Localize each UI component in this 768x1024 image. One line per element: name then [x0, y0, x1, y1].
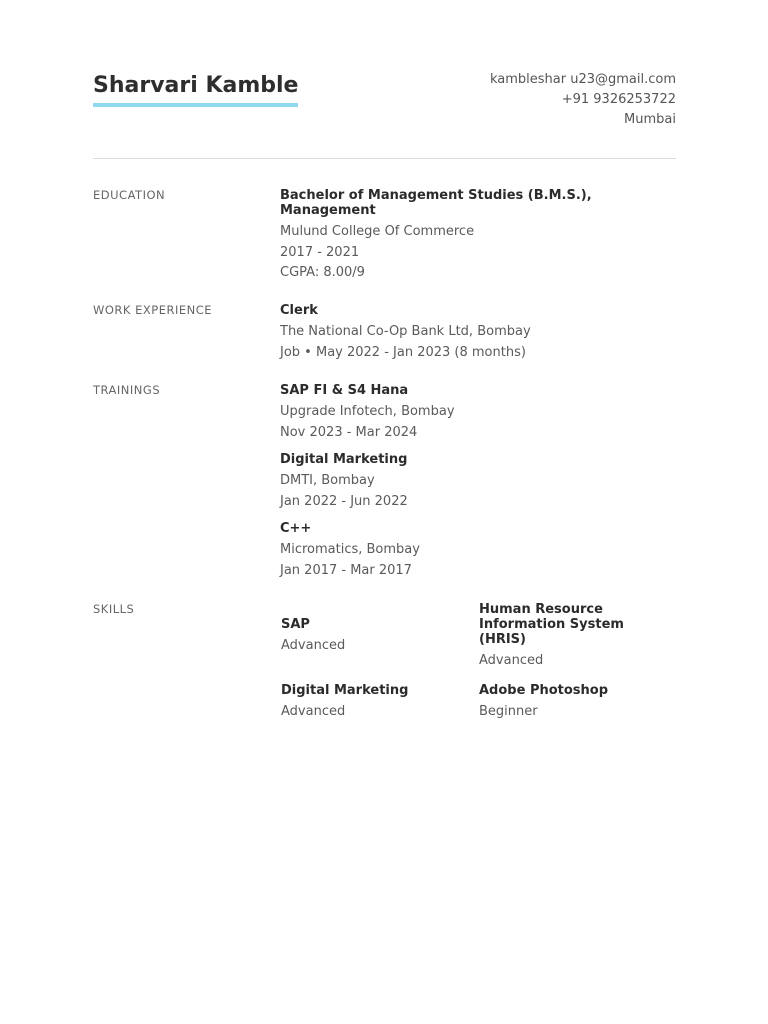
job-title: Clerk	[280, 303, 318, 318]
skill-name: Human Resource Information System (HRIS)	[479, 602, 624, 647]
training-entry	[280, 521, 676, 581]
training-title: C++	[280, 521, 312, 536]
training-provider: Micromatics, Bombay	[280, 542, 420, 557]
training-provider: Upgrade Infotech, Bombay	[280, 404, 455, 419]
phone-text: +91 9326253722	[561, 92, 676, 107]
training-title: Digital Marketing	[280, 452, 408, 467]
work-entry	[280, 303, 676, 363]
candidate-name: Sharvari Kamble	[93, 72, 298, 107]
education-body	[280, 188, 676, 293]
training-dates: Nov 2023 - Mar 2024	[280, 424, 418, 440]
resume-header	[93, 70, 676, 130]
skill-level: Advanced	[479, 653, 544, 668]
training-entry	[280, 383, 676, 443]
skill-item	[479, 683, 659, 722]
education-label: EDUCATION	[93, 188, 166, 202]
education-years: 2017 - 2021	[280, 244, 360, 260]
training-dates: Jan 2022 - Jun 2022	[280, 493, 408, 509]
employer-name: The National Co-Op Bank Ltd, Bombay	[280, 324, 531, 339]
work-label: WORK EXPERIENCE	[93, 303, 213, 317]
skills-grid	[281, 602, 677, 732]
education-entry	[280, 188, 676, 284]
skill-name: SAP	[281, 617, 310, 632]
skill-level: Advanced	[281, 638, 346, 653]
training-dates: Jan 2017 - Mar 2017	[280, 562, 412, 578]
training-provider: DMTI, Bombay	[280, 473, 375, 488]
email-text[interactable]: kambleshar u23@gmail.com	[489, 72, 676, 87]
resume-page	[93, 0, 676, 1024]
contact-info	[490, 70, 676, 130]
skill-name: Digital Marketing	[281, 683, 409, 698]
work-body	[280, 303, 676, 372]
college-name: Mulund College Of Commerce	[280, 224, 475, 239]
trainings-label: TRAININGS	[93, 383, 161, 397]
job-duration: Job • May 2022 - Jan 2023 (8 months)	[280, 344, 526, 360]
city-text: Mumbai	[624, 112, 676, 127]
training-title: SAP FI & S4 Hana	[280, 383, 409, 398]
degree-title: Bachelor of Management Studies (B.M.S.), Management	[280, 188, 592, 218]
skill-item	[479, 602, 659, 671]
education-cgpa: CGPA: 8.00/9	[280, 265, 365, 280]
skill-level: Beginner	[479, 704, 538, 719]
skill-name: Adobe Photoshop	[479, 683, 609, 698]
training-entry	[280, 452, 676, 512]
trainings-body	[280, 383, 676, 590]
skill-item	[281, 683, 461, 722]
skill-item	[281, 617, 461, 656]
header-divider	[93, 158, 676, 159]
skills-label: SKILLS	[93, 602, 135, 616]
skill-level: Advanced	[281, 704, 346, 719]
